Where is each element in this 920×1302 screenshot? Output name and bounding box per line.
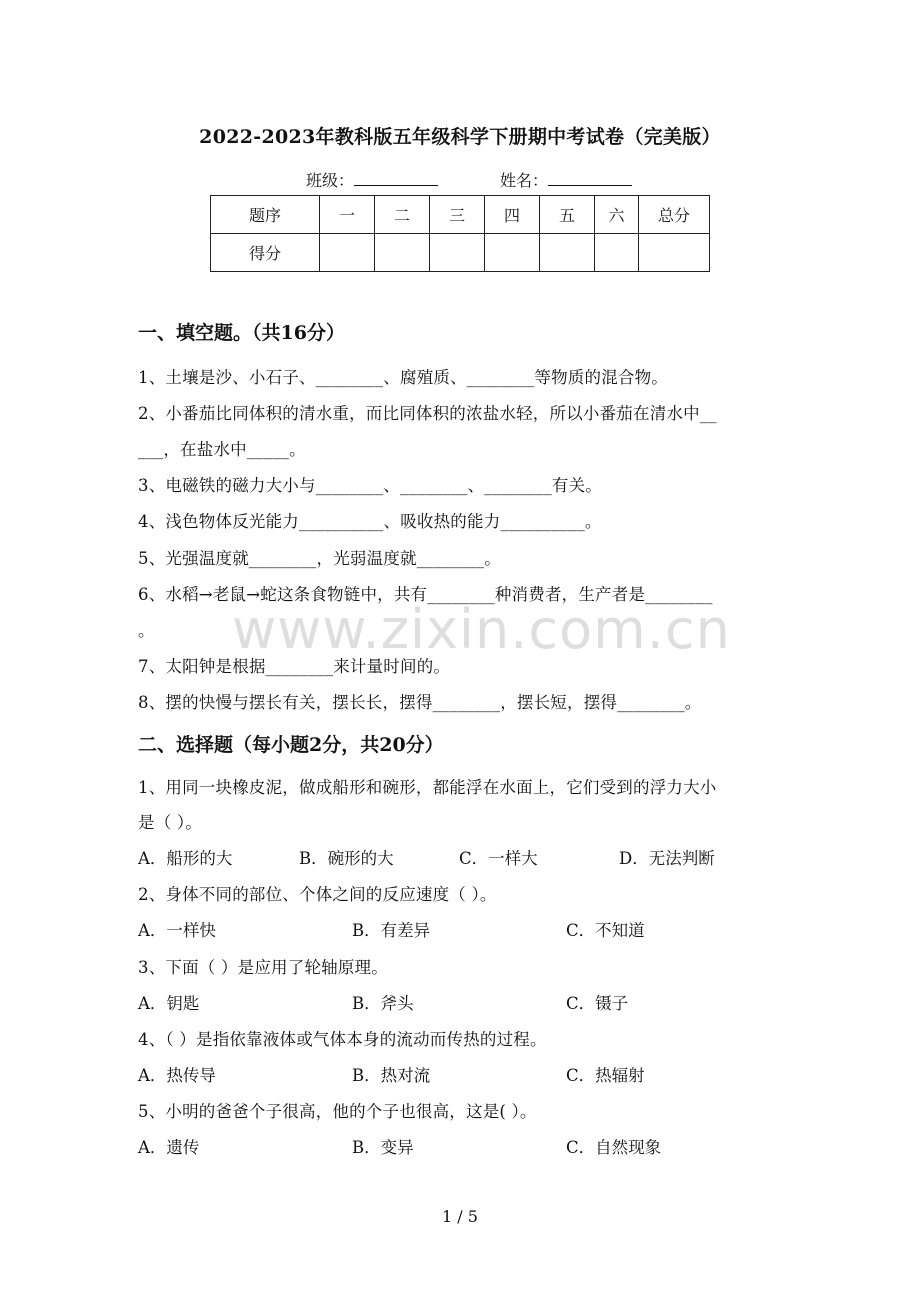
option-b: B．热对流: [352, 1066, 431, 1085]
question-stem: 5、小明的爸爸个子很高，他的个子也很高，这是( ）。: [138, 1102, 537, 1121]
score-header-cell: 二: [375, 196, 430, 234]
option-b: B．斧头: [352, 994, 414, 1013]
class-field: [306, 168, 438, 191]
question-line: 7、太阳钟是根据________来计量时间的。: [138, 657, 451, 676]
question-line: 。: [138, 621, 155, 640]
score-header-cell: 一: [320, 196, 375, 234]
score-table-header-row: [211, 196, 710, 234]
option-b: B．有差异: [352, 921, 431, 940]
score-cell: [430, 234, 485, 272]
question-line: 3、电磁铁的磁力大小与________、________、________有关。: [138, 476, 602, 495]
question-stem: 1、用同一块橡皮泥，做成船形和碗形，都能浮在水面上，它们受到的浮力大小: [138, 778, 717, 797]
question-line: 1、土壤是沙、小石子、________、腐殖质、________等物质的混合物。: [138, 368, 668, 387]
name-label: 姓名：: [500, 171, 549, 190]
question-line: 8、摆的快慢与摆长有关，摆长长，摆得________，摆长短，摆得________。: [138, 693, 702, 712]
class-label: 班级：: [306, 171, 355, 190]
watermark: www.zixin.com.cn: [232, 598, 731, 661]
option-a: A．遗传: [138, 1138, 200, 1157]
score-header-cell: 三: [430, 196, 485, 234]
score-header-cell: 六: [595, 196, 639, 234]
question-stem: 2、身体不同的部位、个体之间的反应速度（ ）。: [138, 885, 497, 904]
option-a: A．一样快: [138, 921, 216, 940]
section-title: 一、填空题。（共16分）: [138, 322, 345, 344]
score-header-cell: 题序: [211, 196, 320, 234]
option-c: C．自然现象: [566, 1138, 662, 1157]
class-blank: [354, 169, 438, 186]
option-b: B．碗形的大: [299, 849, 394, 868]
option-a: A．热传导: [138, 1066, 216, 1085]
question-line: 2、小番茄比同体积的清水重，而比同体积的浓盐水轻，所以小番茄在清水中__: [138, 404, 717, 423]
score-cell: [639, 234, 710, 272]
score-cell: [540, 234, 595, 272]
score-cell: [595, 234, 639, 272]
question-line: 5、光强温度就________，光弱温度就________。: [138, 549, 501, 568]
score-header-cell: 五: [540, 196, 595, 234]
score-table: [210, 195, 710, 272]
score-row-label: 得分: [211, 234, 320, 272]
option-d: D．无法判断: [619, 849, 715, 868]
question-stem: 4、（ ）是指依靠液体或气体本身的流动而传热的过程。: [138, 1030, 547, 1049]
option-a: A．船形的大: [138, 849, 233, 868]
option-c: C．不知道: [566, 921, 645, 940]
question-stem: 3、下面（ ）是应用了轮轴原理。: [138, 958, 388, 977]
score-header-cell: 四: [485, 196, 540, 234]
question-line: ___，在盐水中_____。: [138, 440, 306, 459]
score-cell: [320, 234, 375, 272]
score-cell: [485, 234, 540, 272]
section-title: 二、选择题（每小题2分，共20分）: [138, 734, 444, 756]
option-c: C．热辐射: [566, 1066, 645, 1085]
question-line: 4、浅色物体反光能力__________、吸收热的能力__________。: [138, 512, 602, 531]
page-title: 2022-2023年教科版五年级科学下册期中考试卷（完美版）: [199, 126, 721, 148]
name-blank: [548, 169, 632, 186]
page-number: 1 / 5: [442, 1207, 478, 1226]
option-b: B．变异: [352, 1138, 414, 1157]
question-stem: 是（ ）。: [138, 813, 202, 832]
score-table-score-row: [211, 234, 710, 272]
score-cell: [375, 234, 430, 272]
score-header-cell: 总分: [639, 196, 710, 234]
option-c: C．一样大: [459, 849, 538, 868]
option-a: A．钥匙: [138, 994, 200, 1013]
option-c: C．镊子: [566, 994, 629, 1013]
name-field: [500, 168, 632, 191]
question-line: 6、水稻→老鼠→蛇这条食物链中，共有________种消费者，生产者是________: [138, 585, 713, 604]
